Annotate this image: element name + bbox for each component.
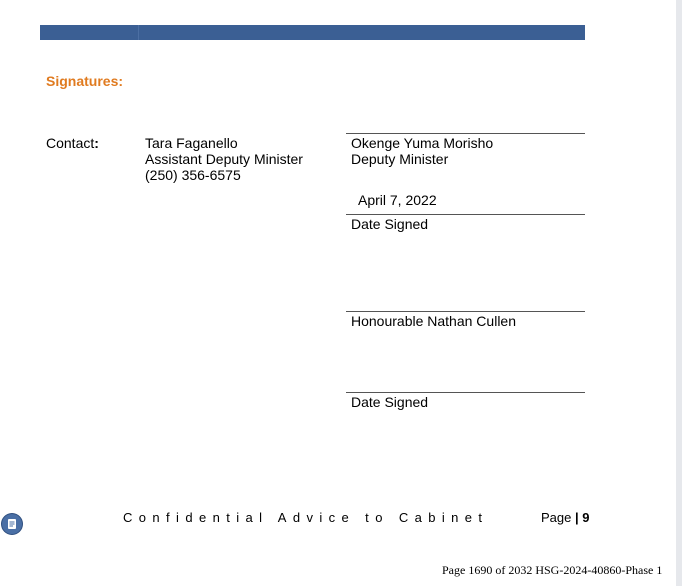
- signature-line-2: [346, 311, 585, 312]
- page-stamp: Page 1690 of 2032 HSG-2024-40860-Phase 1: [442, 563, 663, 577]
- footer-page-value: 9: [582, 510, 590, 525]
- contact-label-text: Contact: [46, 135, 95, 151]
- footer-page-separator: |: [575, 510, 579, 525]
- contact-name: Tara Faganello: [145, 135, 238, 151]
- header-bar-divider: [138, 25, 139, 40]
- contact-phone: (250) 356-6575: [145, 167, 241, 183]
- contact-title: Assistant Deputy Minister: [145, 151, 303, 167]
- signer1-title: Deputy Minister: [351, 151, 449, 167]
- signer1-name: Okenge Yuma Morisho: [351, 135, 494, 151]
- contact-block: [145, 135, 303, 183]
- footer-confidential: Confidential Advice to Cabinet: [123, 510, 489, 525]
- date-line-2: [346, 392, 585, 393]
- signer2-name: Honourable Nathan Cullen: [351, 313, 516, 329]
- signature-line-1: [346, 133, 585, 134]
- note-icon[interactable]: [2, 514, 22, 534]
- section-title: Signatures:: [46, 73, 124, 89]
- date-line-1: [346, 214, 585, 215]
- footer-page-label: Page: [541, 510, 572, 525]
- header-bar: [40, 25, 585, 40]
- contact-label-colon: :: [94, 135, 99, 151]
- footer-page-number: [541, 510, 590, 525]
- page-right-edge: [676, 0, 682, 586]
- date-signed-label-1: Date Signed: [351, 216, 429, 232]
- contact-label: [46, 135, 99, 151]
- signer1-date: April 7, 2022: [358, 192, 437, 208]
- date-signed-label-2: Date Signed: [351, 394, 429, 410]
